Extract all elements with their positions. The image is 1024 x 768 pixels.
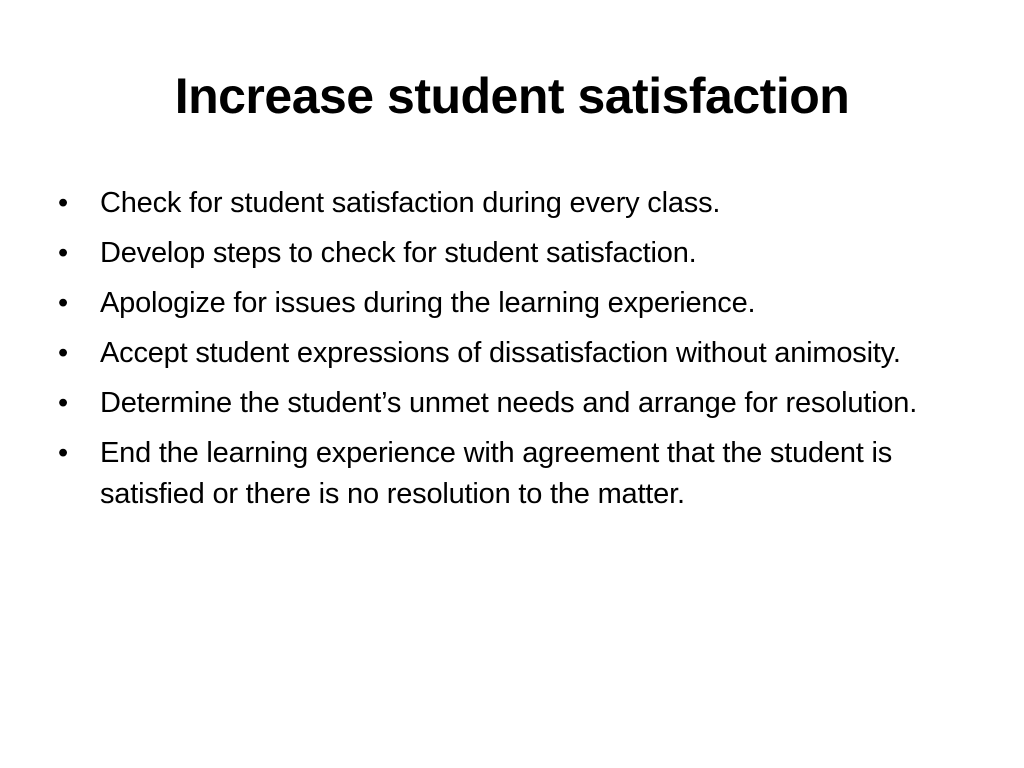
bullet-list: [58, 183, 958, 524]
bullet-item: [58, 433, 958, 515]
bullet-icon: •: [58, 187, 68, 219]
bullet-text: Apologize for issues during the learning experience.: [100, 287, 756, 319]
slide-title: Increase student satisfaction: [174, 68, 850, 124]
bullet-text: Determine the student’s unmet needs and arrange for resolution.: [100, 387, 918, 419]
bullet-text: Check for student satisfaction during every class.: [100, 187, 721, 219]
bullet-item: [58, 183, 958, 224]
bullet-icon: •: [58, 237, 68, 269]
bullet-item: [58, 333, 958, 374]
bullet-icon: •: [58, 287, 68, 319]
bullet-text: Develop steps to check for student satisfaction.: [100, 237, 697, 269]
bullet-icon: •: [58, 437, 68, 469]
bullet-item: [58, 283, 958, 324]
bullet-icon: •: [58, 337, 68, 369]
bullet-text: End the learning experience with agreement that the student is satisfied or there is no resolution to the matter.: [100, 437, 893, 510]
bullet-icon: •: [58, 387, 68, 419]
bullet-item: [58, 383, 958, 424]
bullet-item: [58, 233, 958, 274]
bullet-text: Accept student expressions of dissatisfaction without animosity.: [100, 337, 901, 369]
